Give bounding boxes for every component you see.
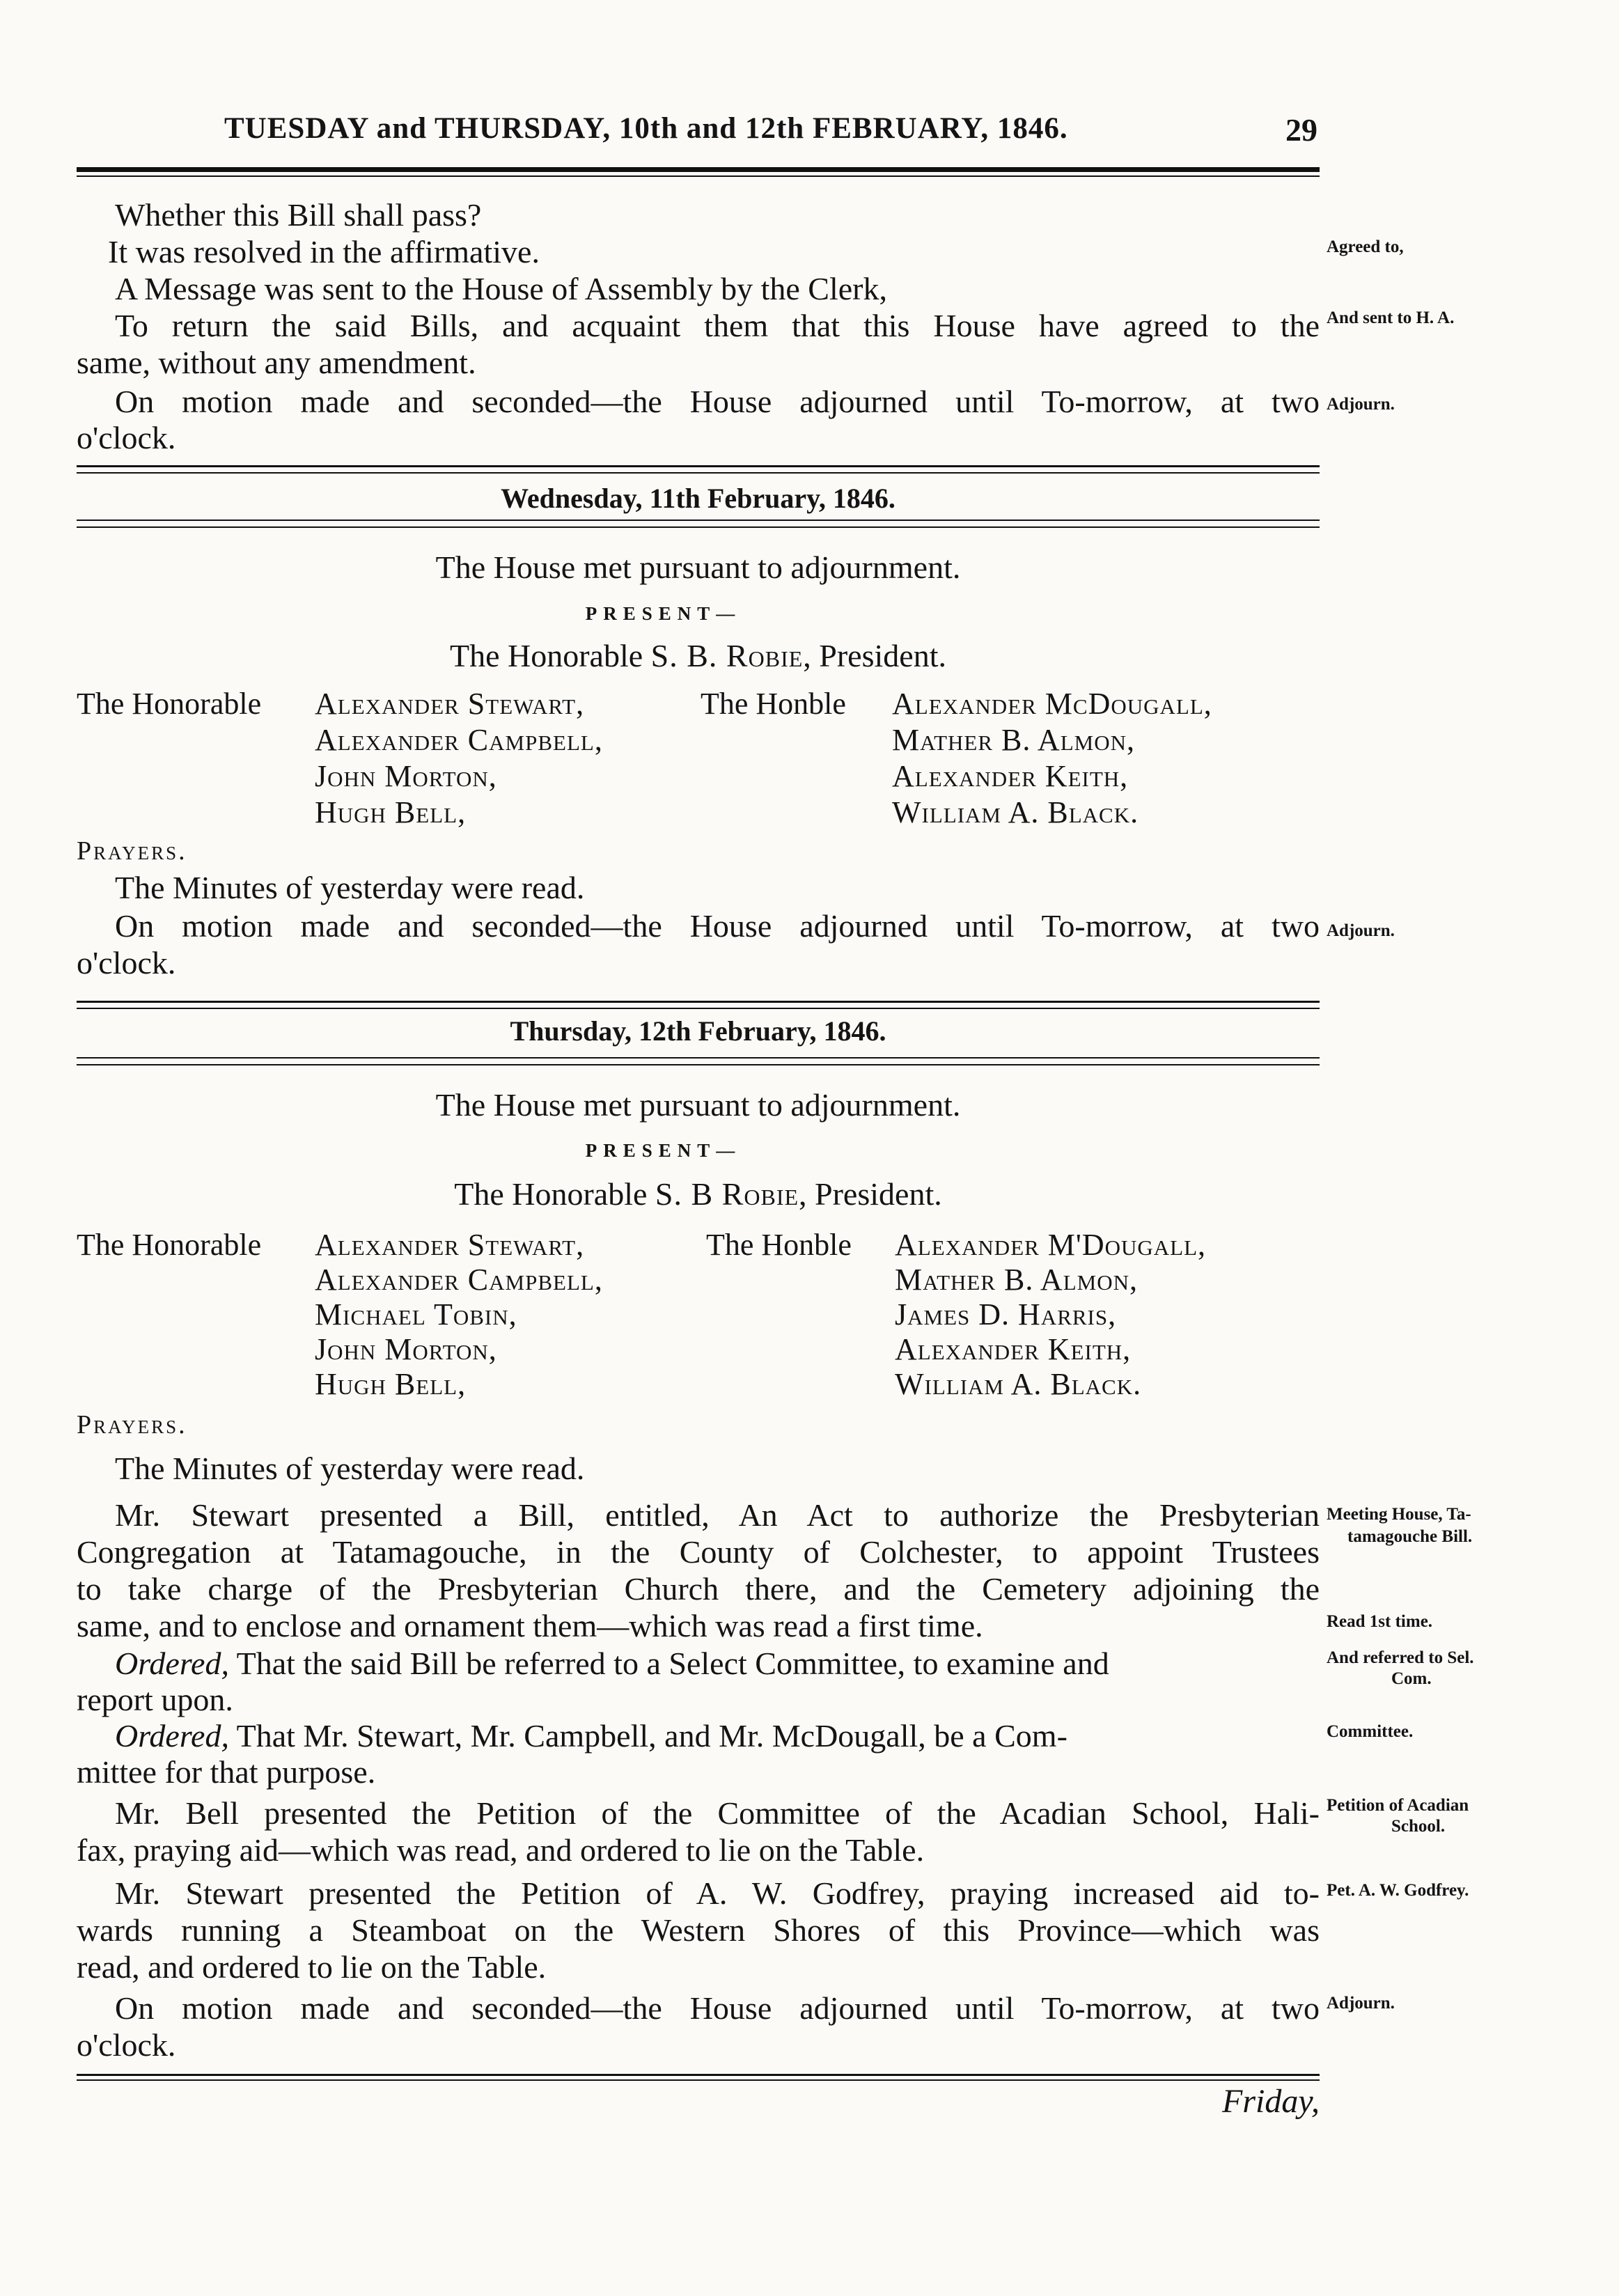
text-line: A Message was sent to the House of Assembly by the Clerk,: [115, 271, 887, 306]
footer-rule: [77, 2079, 1320, 2081]
text-line: wards running a Steamboat on the Western Shores of this Province—which was: [77, 1912, 1320, 1948]
text-line: [115, 1717, 1320, 1754]
text-line: Mr. Stewart presented a Bill, entitled, An Act to authorize the Presbyterian: [115, 1497, 1320, 1533]
margin-note: School.: [1391, 1817, 1446, 1836]
president-prefix: The Honorable: [450, 638, 643, 673]
text-line: Congregation at Tatamagouche, in the County of Colchester, to appoint Trustees: [77, 1534, 1320, 1570]
president-name: S. B. Robie: [650, 638, 804, 673]
margin-note: Adjourn.: [1327, 1994, 1395, 2013]
text-line: The Minutes of yesterday were read.: [115, 870, 585, 905]
running-header: [224, 111, 1317, 153]
present-label: PRESENT—: [585, 1140, 742, 1161]
catchword: Friday,: [1222, 2083, 1320, 2120]
text-line: to take charge of the Presbyterian Church there, and the Cemetery adjoining the: [77, 1571, 1320, 1607]
text-line: To return the said Bills, and acquaint them that this House have agreed to the: [115, 308, 1320, 343]
section-rule: [77, 1057, 1320, 1059]
member-name: Hugh Bell,: [315, 795, 467, 829]
text-line: report upon.: [77, 1682, 233, 1717]
member-name: Alexander Campbell,: [315, 723, 603, 757]
margin-note: Committee.: [1327, 1722, 1414, 1741]
text-line: The Minutes of yesterday were read.: [115, 1451, 585, 1486]
thursday-heading: Thursday, 12th February, 1846.: [510, 1015, 886, 1047]
members-intro-right: The Honble: [701, 687, 846, 721]
member-name: John Morton,: [315, 1332, 497, 1366]
margin-note: Com.: [1391, 1669, 1432, 1688]
member-name: Alexander Keith,: [892, 759, 1129, 793]
text-line: o'clock.: [77, 420, 176, 455]
text-line: [115, 1645, 1320, 1682]
president-line: [77, 1176, 1320, 1212]
members-intro: The Honorable: [77, 1228, 262, 1262]
margin-note: Pet. A. W. Godfrey.: [1327, 1881, 1469, 1900]
header-rule-thick: [77, 167, 1320, 172]
header-rule-thin: [77, 175, 1320, 177]
members-intro-right: The Honble: [706, 1228, 852, 1262]
member-name: James D. Harris,: [895, 1297, 1117, 1331]
president-prefix: The Honorable: [454, 1176, 648, 1212]
member-name: Hugh Bell,: [315, 1367, 467, 1401]
section-rule: [77, 465, 1320, 467]
member-name: William A. Black.: [892, 795, 1139, 829]
margin-note: Agreed to,: [1327, 237, 1404, 256]
margin-note: Adjourn.: [1327, 921, 1395, 940]
member-name: Michael Tobin,: [315, 1297, 517, 1331]
margin-note: Adjourn.: [1327, 395, 1395, 414]
ordered-word: Ordered,: [115, 1646, 229, 1681]
text-line: On motion made and seconded—the House adjourned until To-morrow, at two: [115, 384, 1320, 419]
president-suffix: , President.: [803, 638, 946, 673]
section-rule: [77, 526, 1320, 528]
margin-note: Read 1st time.: [1327, 1612, 1433, 1631]
ordered-word: Ordered,: [115, 1718, 229, 1754]
page-number: 29: [1285, 112, 1317, 148]
text-line: On motion made and seconded—the House adjourned until To-morrow, at two: [115, 908, 1320, 944]
member-name: William A. Black.: [895, 1367, 1142, 1401]
ordered-text: That the said Bill be referred to a Select Committee, to examine and: [228, 1646, 1109, 1681]
member-name: Alexander Campbell,: [315, 1263, 603, 1297]
member-name: Alexander Keith,: [895, 1332, 1132, 1366]
margin-note: And sent to H. A.: [1327, 309, 1455, 327]
text-line: fax, praying aid—which was read, and ordered to lie on the Table.: [77, 1832, 925, 1868]
member-name: Mather B. Almon,: [892, 723, 1135, 757]
members-intro: The Honorable: [77, 687, 262, 721]
section-rule: [77, 1008, 1320, 1009]
president-line: [77, 637, 1320, 674]
president-name: S. B Robie: [655, 1176, 799, 1212]
section-rule: [77, 472, 1320, 474]
member-name: Alexander McDougall,: [892, 687, 1212, 721]
margin-note: Petition of Acadian: [1327, 1796, 1469, 1815]
section-rule: [77, 1001, 1320, 1003]
text-line: mittee for that purpose.: [77, 1754, 376, 1790]
text-line: same, without any amendment.: [77, 345, 476, 380]
ordered-text: That Mr. Stewart, Mr. Campbell, and Mr. McDougall, be a Com-: [228, 1718, 1067, 1754]
margin-note: tamagouche Bill.: [1347, 1527, 1473, 1546]
member-name: Alexander Stewart,: [315, 1228, 585, 1262]
text-line: same, and to enclose and ornament them—which was read a first time.: [77, 1608, 983, 1643]
text-line: Mr. Stewart presented the Petition of A. W. Godfrey, praying increased aid to-: [115, 1875, 1320, 1911]
prayers: Prayers.: [77, 836, 187, 866]
text-line: read, and ordered to lie on the Table.: [77, 1949, 547, 1985]
member-name: John Morton,: [315, 759, 497, 793]
wednesday-heading: Wednesday, 11th February, 1846.: [501, 483, 895, 514]
member-name: Alexander M'Dougall,: [895, 1228, 1207, 1262]
member-name: Alexander Stewart,: [315, 687, 585, 721]
margin-note: Meeting House, Ta-: [1327, 1505, 1471, 1524]
section-rule: [77, 520, 1320, 521]
text-line: Mr. Bell presented the Petition of the Committee of the Acadian School, Hali-: [115, 1795, 1320, 1831]
text-line: It was resolved in the affirmative.: [108, 234, 540, 270]
text-line: o'clock.: [77, 945, 176, 981]
met-line: The House met pursuant to adjournment.: [435, 549, 961, 585]
prayers: Prayers.: [77, 1410, 187, 1439]
president-suffix: , President.: [799, 1176, 942, 1212]
text-line: Whether this Bill shall pass?: [115, 197, 482, 233]
member-name: Mather B. Almon,: [895, 1263, 1138, 1297]
met-line: The House met pursuant to adjournment.: [435, 1087, 961, 1123]
text-line: On motion made and seconded—the House adjourned until To-morrow, at two: [115, 1990, 1320, 2026]
present-label: PRESENT—: [585, 603, 742, 624]
text-line: o'clock.: [77, 2027, 176, 2063]
margin-note: And referred to Sel.: [1327, 1648, 1474, 1667]
footer-rule: [77, 2074, 1320, 2076]
header-title: TUESDAY and THURSDAY, 10th and 12th FEBRUARY, 1846.: [224, 112, 1068, 145]
section-rule: [77, 1064, 1320, 1065]
